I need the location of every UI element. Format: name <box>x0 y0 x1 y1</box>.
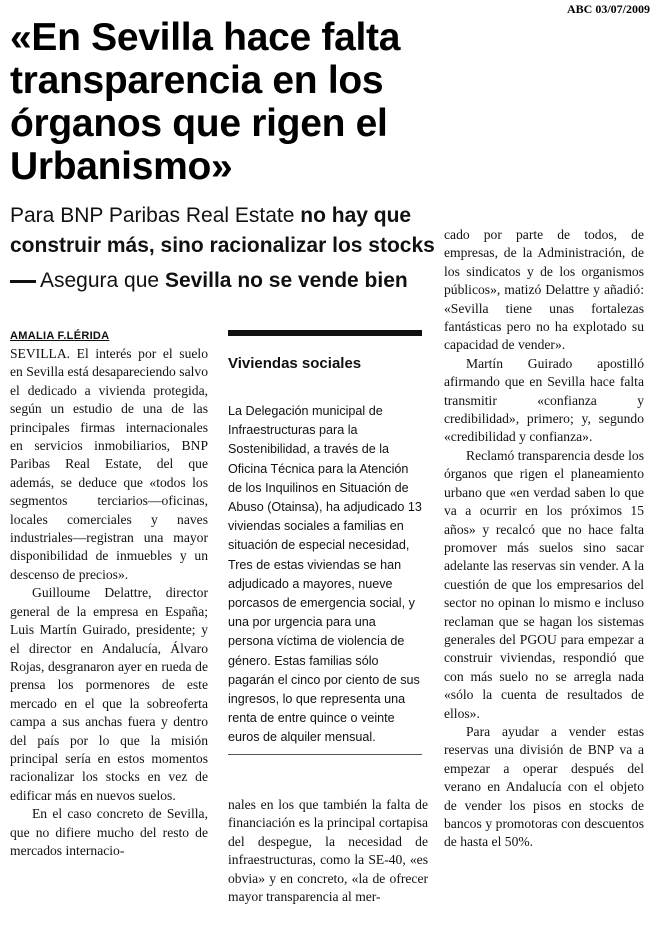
deck-line-2-bold: Sevilla no se vende bien <box>164 269 408 292</box>
deck-line-1-bold: no hay que construir más, sino racionalizar los stocks <box>10 204 435 257</box>
byline: AMALIA F.LÉRIDA <box>10 330 110 342</box>
deck-dash <box>10 280 36 283</box>
sidebar-body: La Delegación municipal de Infraestructuras para la Sostenibilidad, a través de la Oficina Técnica para la Atención de los Inquilinos en Situación de Abuso (Otainsa), ha adjudicado 13 viviendas sociales a familias en situación de especial necesidad, Tres de estas viviendas se han adjudicado a mayores, nueve porcasos de emergencia social, y una por urgencia para una persona víctima de violencia de género. Estas familias sólo pagarán el cinco por ciento de sus ingresos, lo que representa una renta de entre quince o veinte euros de alquiler mensual. <box>228 404 422 745</box>
paragraph: Guilloume Delattre, director general de la empresa en España; Luis Martín Guirado, presidente; y el director en Andalucía, Álvaro Rojas, desgranaron ayer en rueda de prensa los pormenores de este mercado en el que la sobreoferta campa a sus anchas fuera y dentro del país por lo que la misión principal sería en estos momentos racionalizar los stocks en vez de edificar más en nuevos suelos. <box>10 585 208 803</box>
source-date-tag: ABC 03/07/2009 <box>566 2 650 16</box>
column-3 <box>444 226 644 852</box>
deck-line-2 <box>10 266 450 296</box>
sidebar-title: Viviendas sociales <box>228 355 362 372</box>
paragraph: En el caso concreto de Sevilla, que no difiere mucho del resto de mercados internacio- <box>10 806 208 858</box>
headline: «En Sevilla hace falta transparencia en los órganos que rigen el Urbanismo» <box>10 16 401 188</box>
column-2-continuation <box>228 796 428 906</box>
paragraph: Reclamó transparencia desde los órganos que rigen el planeamiento urbano que «en verdad saben lo que va a ocurrir en los próximos 15 años» y recalcó que no hace falta promover más suelos sino sacar adelante las reservas sin vender. A la cuestión de que los empresarios del sector no opinan lo mismo e incluso reclaman que se hagan los sistemas generales del PGOU para empezar a construir viviendas, respondió que con más suelo no se arregla nada «sólo la cuenta de resultados de ellos». <box>444 447 644 721</box>
paragraph: Para ayudar a vender estas reservas una división de BNP va a empezar a operar después del verano en Andalucía con el objeto de vender los pisos en stocks de bancos y promotoras con descuentos de hasta el 50%. <box>444 723 644 850</box>
paragraph: nales en los que también la falta de financiación es la principal cortapisa del despegue, la necesidad de infraestructuras, como la SE-40, «es obvia» y en concreto, «la de ofrecer mayor transparencia al mer- <box>228 797 428 905</box>
deck-line-1 <box>10 201 450 261</box>
deck-line-2-normal: Asegura que <box>40 269 165 292</box>
paragraph: SEVILLA. El interés por el suelo en Sevilla está desapareciendo salvo el dedicado a vivienda protegida, según un estudio de una de las principales firmas internacionales en servicios inmobiliarios, BNP Paribas Real Estate, del que además, se deduce que «todos los segmentos terciarios—oficinas, locales comerciales y naves industriales—registran una mayor disponibilidad de inmuebles y un descenso de precios». <box>10 346 208 582</box>
deck-line-1-normal: Para BNP Paribas Real Estate <box>10 204 301 227</box>
paragraph: cado por parte de todos, de empresas, de la Administración, de los sindicatos y de los organismos públicos», matizó Delattre y añadió: «Sevilla tiene unas fortalezas fantásticas pero no ha explotado su capacidad de vender». <box>444 227 644 353</box>
paragraph: Martín Guirado apostilló afirmando que en Sevilla hace falta transmitir «confianza y credibilidad», primero; y, segundo «credibilidad y confianza». <box>444 355 644 445</box>
sidebar-top-rule <box>228 330 422 336</box>
sidebar-bottom-rule <box>228 754 422 755</box>
column-1 <box>10 345 208 860</box>
